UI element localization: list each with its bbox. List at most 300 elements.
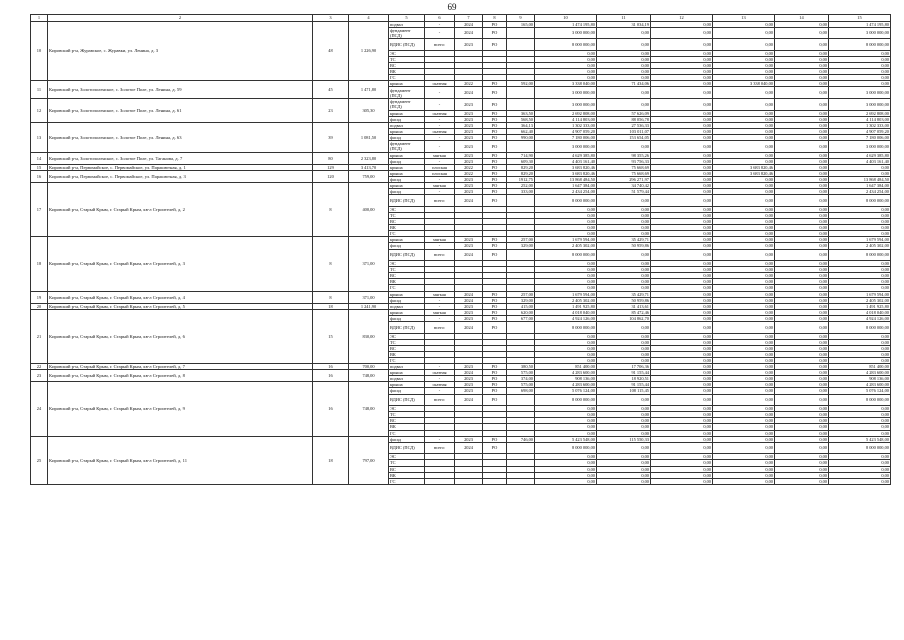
header-cell: 8 [483, 15, 507, 22]
data-cell: 908 136,00 [535, 376, 597, 382]
data-cell: 3 000 000,00 [535, 141, 597, 153]
data-cell: 0,00 [713, 212, 775, 218]
data-cell: 0,00 [651, 152, 713, 158]
data-cell: 0,00 [775, 116, 829, 122]
data-cell: 98 355,26 [597, 152, 651, 158]
data-cell: РО [483, 297, 507, 303]
data-cell: 0,00 [713, 249, 775, 261]
data-cell: 0,00 [651, 358, 713, 364]
data-cell: 1912,75 [507, 176, 535, 182]
data-cell: РО [483, 382, 507, 388]
data-cell: 7 180 006,00 [829, 134, 891, 140]
data-cell: 57 626,09 [597, 110, 651, 116]
data-cell: - [425, 141, 455, 153]
data-cell: подвал [389, 364, 425, 370]
data-cell: - [425, 176, 455, 182]
data-cell: 0,00 [651, 98, 713, 110]
data-cell: 908 136,00 [829, 376, 891, 382]
data-cell: 0,00 [651, 50, 713, 56]
data-cell: ГС [389, 285, 425, 291]
data-cell: ГС [389, 231, 425, 237]
column-4-cell: 305,30 [349, 98, 389, 122]
data-cell: 3 338 040,00 [713, 81, 775, 87]
data-cell: - [425, 98, 455, 110]
data-cell: 0,00 [535, 225, 597, 231]
data-cell: 0,00 [651, 279, 713, 285]
data-cell: 2023 [455, 39, 483, 51]
data-cell: 0,00 [775, 195, 829, 207]
data-cell: 0,00 [597, 75, 651, 81]
data-cell: 8 000 000,00 [535, 394, 597, 406]
data-cell: 0,00 [829, 261, 891, 267]
data-cell: 0,00 [775, 98, 829, 110]
data-cell: 0,00 [775, 249, 829, 261]
data-cell: 4 907 059,20 [535, 128, 597, 134]
data-cell: ТС [389, 56, 425, 62]
data-cell: 71 434,06 [597, 81, 651, 87]
column-3-cell: 120 [313, 170, 349, 182]
data-cell: крыша [389, 110, 425, 116]
data-cell: 0,00 [713, 195, 775, 207]
row-number-cell: 10 [31, 21, 48, 81]
data-cell: 0,00 [535, 351, 597, 357]
data-cell: РО [483, 291, 507, 297]
data-cell: 2 434 254,00 [535, 189, 597, 195]
data-cell: 0,00 [597, 285, 651, 291]
data-cell: - [425, 376, 455, 382]
data-cell: 575,00 [507, 370, 535, 376]
row-number-cell: 23 [31, 370, 48, 382]
address-cell: Кировский р-н, Старый Крым, г. Старый Крым, кв-л Строителей, д. 2 [48, 183, 313, 237]
data-cell: ЭС [389, 50, 425, 56]
data-cell: 2022 [455, 81, 483, 87]
data-cell: 0,00 [713, 454, 775, 460]
data-cell: 746,00 [507, 436, 535, 442]
data-cell: мягкая [425, 183, 455, 189]
data-cell: 0,00 [597, 345, 651, 351]
data-cell: 0,00 [775, 206, 829, 212]
data-cell: 93 756,33 [597, 158, 651, 164]
data-cell: 0,00 [829, 273, 891, 279]
data-cell: 0,00 [651, 436, 713, 442]
data-cell: РО [483, 237, 507, 243]
data-cell: 0,00 [713, 243, 775, 249]
data-cell: 0,00 [829, 267, 891, 273]
data-cell: 2023 [455, 176, 483, 182]
row-number-cell: 24 [31, 382, 48, 436]
data-cell: крыша [389, 128, 425, 134]
data-cell: 2024 [455, 21, 483, 27]
data-cell: 0,00 [713, 183, 775, 189]
data-cell: ВК [389, 351, 425, 357]
data-cell: 0,00 [535, 454, 597, 460]
data-cell: 0,00 [775, 212, 829, 218]
data-cell: 3 338 040,00 [535, 81, 597, 87]
data-cell: 0,00 [829, 418, 891, 424]
address-cell: Кировский р-н, Первомайское, с. Первомайское, ул. Парашютная, д. 3 [48, 170, 313, 182]
row-number-cell: 15 [31, 164, 48, 170]
data-cell: РО [483, 195, 507, 207]
data-cell: 0,00 [651, 176, 713, 182]
data-cell: 0,00 [713, 370, 775, 376]
data-cell: ВС [389, 418, 425, 424]
data-cell: 0,00 [775, 442, 829, 454]
data-cell: 0,00 [651, 406, 713, 412]
data-cell: 0,00 [535, 339, 597, 345]
row-number-cell: 20 [31, 303, 48, 309]
data-cell: 0,00 [713, 424, 775, 430]
data-cell: 0,00 [713, 436, 775, 442]
data-cell: РО [483, 152, 507, 158]
column-4-cell: 3 413,70 [349, 164, 389, 170]
data-cell: 2023 [455, 388, 483, 394]
data-cell: 0,00 [775, 176, 829, 182]
data-cell: ВК [389, 225, 425, 231]
column-3-cell: 18 [313, 436, 349, 484]
data-cell: РО [483, 309, 507, 315]
data-cell: 2024 [455, 297, 483, 303]
header-cell: 9 [507, 15, 535, 22]
data-cell: 0,00 [775, 406, 829, 412]
data-cell: 0,00 [597, 273, 651, 279]
data-cell: 0,00 [713, 358, 775, 364]
data-cell: 35 429,71 [597, 237, 651, 243]
data-cell [507, 249, 535, 261]
data-cell: 0,00 [651, 158, 713, 164]
data-cell: 0,00 [775, 128, 829, 134]
data-cell: 4 907 059,20 [829, 128, 891, 134]
data-cell: 0,00 [651, 418, 713, 424]
data-cell: 0,00 [597, 279, 651, 285]
column-4-cell: 1 471,80 [349, 81, 389, 99]
data-cell: фасад [389, 189, 425, 195]
data-cell: 0,00 [775, 424, 829, 430]
data-cell: 0,00 [651, 424, 713, 430]
data-cell: 0,00 [713, 394, 775, 406]
data-cell: всего: [425, 442, 455, 454]
data-cell: 3 000 000,00 [829, 141, 891, 153]
data-cell: 5 076 124,00 [535, 388, 597, 394]
data-cell [507, 322, 535, 334]
data-cell: РО [483, 141, 507, 153]
data-cell: 0,00 [535, 267, 597, 273]
data-cell: 0,00 [775, 460, 829, 466]
data-cell: 1 647 384,00 [535, 183, 597, 189]
column-3-cell: 8 [313, 183, 349, 237]
data-cell: 0,00 [775, 364, 829, 370]
data-cell: 0,00 [651, 122, 713, 128]
header-cell: 14 [775, 15, 829, 22]
data-cell: 0,00 [829, 170, 891, 176]
data-cell: подвал [389, 303, 425, 309]
data-cell: 0,00 [713, 50, 775, 56]
data-cell: фасад [389, 436, 425, 442]
data-cell: 5 423 548,00 [535, 436, 597, 442]
data-cell: 0,00 [775, 370, 829, 376]
data-cell: 0,00 [713, 267, 775, 273]
data-cell: скатная [425, 110, 455, 116]
data-cell: 0,00 [597, 412, 651, 418]
data-cell: плоская [425, 164, 455, 170]
data-cell: 0,00 [651, 303, 713, 309]
column-3-cell: 16 [313, 364, 349, 370]
data-cell: 0,00 [597, 98, 651, 110]
header-cell: 1 [31, 15, 48, 22]
data-cell: 4 403 161,40 [535, 158, 597, 164]
data-cell: 0,00 [713, 231, 775, 237]
data-cell: 0,00 [651, 69, 713, 75]
data-cell: 0,00 [651, 170, 713, 176]
data-cell: 13 868 484,50 [829, 176, 891, 182]
data-cell: 257,00 [507, 237, 535, 243]
data-cell: 0,00 [713, 285, 775, 291]
data-cell: 0,00 [651, 267, 713, 273]
data-cell: 0,00 [535, 460, 597, 466]
address-cell: Кировский р-н, Золотополенское, с. Золотое Поле, ул. Ленина, д. 63 [48, 122, 313, 152]
data-cell: РО [483, 81, 507, 87]
data-cell: 0,00 [775, 291, 829, 297]
data-cell: 0,00 [597, 478, 651, 484]
data-cell: 0,00 [775, 69, 829, 75]
data-cell: 0,00 [713, 176, 775, 182]
data-cell: 2 405 302,00 [829, 297, 891, 303]
data-cell: РО [483, 176, 507, 182]
data-cell: 0,00 [713, 388, 775, 394]
column-4-cell: 797,00 [349, 436, 389, 484]
data-cell: 0,00 [535, 273, 597, 279]
data-cell: 0,00 [775, 472, 829, 478]
data-cell: 0,00 [535, 412, 597, 418]
data-cell: фундамент (ПСД) [389, 27, 425, 39]
data-cell [507, 195, 535, 207]
data-cell: 0,00 [775, 279, 829, 285]
data-cell: 0,00 [713, 478, 775, 484]
data-cell: 0,00 [651, 430, 713, 436]
data-cell: 0,00 [651, 116, 713, 122]
column-3-cell: 15 [313, 309, 349, 363]
data-cell: 0,00 [829, 56, 891, 62]
data-cell: 0,00 [651, 231, 713, 237]
data-cell: РО [483, 27, 507, 39]
data-cell: 609,30 [507, 158, 535, 164]
data-cell: 0,00 [651, 62, 713, 68]
data-cell: 0,00 [713, 62, 775, 68]
data-cell: 0,00 [713, 134, 775, 140]
data-cell: крыша [389, 183, 425, 189]
data-cell: ТС [389, 339, 425, 345]
data-cell: 0,00 [829, 164, 891, 170]
data-cell: фундамент (ПСД) [389, 87, 425, 99]
data-cell: 0,00 [713, 442, 775, 454]
data-cell: 0,00 [535, 345, 597, 351]
data-cell [507, 87, 535, 99]
page-number: 69 [447, 2, 457, 12]
data-cell: - [425, 122, 455, 128]
column-4-cell: 830,00 [349, 309, 389, 363]
data-cell: 8 000 000,00 [535, 322, 597, 334]
data-cell: ВДИС (ПСД) [389, 249, 425, 261]
data-cell: 0,00 [775, 454, 829, 460]
address-cell: Кировский р-н, Старый Крым, г. Старый Крым, кв-л Строителей, д. 7 [48, 364, 313, 370]
data-cell: 0,00 [597, 466, 651, 472]
data-cell: РО [483, 170, 507, 176]
data-cell: 0,00 [713, 69, 775, 75]
data-cell: 0,00 [829, 424, 891, 430]
data-cell: 1 679 594,00 [829, 291, 891, 297]
data-cell: 0,00 [651, 466, 713, 472]
data-cell: 0,00 [651, 285, 713, 291]
address-cell: Кировский р-н, Золотополенское, с. Золотое Поле, ул. Ленина, д. 59 [48, 81, 313, 99]
data-cell: 153 654,05 [597, 134, 651, 140]
data-cell: 0,00 [713, 297, 775, 303]
data-cell: 0,00 [775, 430, 829, 436]
data-cell: 0,00 [775, 436, 829, 442]
data-cell: 0,00 [829, 285, 891, 291]
column-4-cell: 1 241,90 [349, 303, 389, 309]
data-cell: 3 000 000,00 [535, 98, 597, 110]
address-cell: Кировский р-н, Первомайское, с. Первомайское, ул. Парашютная, д. 1 [48, 164, 313, 170]
data-cell: 2023 [455, 128, 483, 134]
data-cell: 0,00 [829, 454, 891, 460]
header-cell: 13 [713, 15, 775, 22]
data-cell: ВДИС (ПСД) [389, 394, 425, 406]
data-cell: 0,00 [775, 358, 829, 364]
data-cell: подвал [389, 376, 425, 382]
data-cell: 714,90 [507, 152, 535, 158]
data-cell: 0,00 [651, 21, 713, 27]
data-cell: 0,00 [535, 69, 597, 75]
row-number-cell: 12 [31, 98, 48, 122]
data-cell: 85 472,46 [597, 309, 651, 315]
data-cell: 0,00 [775, 303, 829, 309]
data-cell: 0,00 [713, 303, 775, 309]
data-cell: РО [483, 388, 507, 394]
data-cell: 0,00 [713, 418, 775, 424]
data-cell: 0,00 [829, 430, 891, 436]
data-cell: 0,00 [651, 183, 713, 189]
data-cell: мягкая [425, 309, 455, 315]
data-cell: 0,00 [713, 472, 775, 478]
address-cell: Кировский р-н, Золотополенское, с. Золотое Поле, ул. Ленина, д. 61 [48, 98, 313, 122]
data-cell: 0,00 [535, 62, 597, 68]
data-cell: 0,00 [597, 460, 651, 466]
data-cell: 2023 [455, 183, 483, 189]
data-cell: 103 011,07 [597, 128, 651, 134]
data-cell: 380,50 [507, 364, 535, 370]
data-cell: 0,00 [651, 315, 713, 321]
data-cell: РО [483, 243, 507, 249]
data-cell: РО [483, 376, 507, 382]
data-cell: ВК [389, 424, 425, 430]
data-cell: 0,00 [775, 87, 829, 99]
data-cell: 0,00 [651, 388, 713, 394]
data-cell: 0,00 [651, 27, 713, 39]
data-cell: 1 491 925,80 [535, 303, 597, 309]
data-cell: 0,00 [535, 75, 597, 81]
data-cell: 0,00 [713, 279, 775, 285]
data-cell: 2023 [455, 243, 483, 249]
column-4-cell: 1 226,90 [349, 21, 389, 81]
data-cell: - [425, 116, 455, 122]
data-cell: 698,00 [507, 388, 535, 394]
header-cell: 7 [455, 15, 483, 22]
data-cell: РО [483, 110, 507, 116]
data-cell: 0,00 [713, 122, 775, 128]
column-4-cell: 1 081,50 [349, 122, 389, 152]
data-cell: 0,00 [651, 56, 713, 62]
data-cell: РО [483, 315, 507, 321]
data-cell: 0,00 [597, 27, 651, 39]
data-cell: ВК [389, 472, 425, 478]
data-cell: 0,00 [535, 418, 597, 424]
data-cell: 0,00 [713, 21, 775, 27]
data-cell: 0,00 [775, 158, 829, 164]
data-cell: РО [483, 158, 507, 164]
data-cell: 0,00 [775, 351, 829, 357]
table-body [31, 15, 891, 485]
data-cell: 75 668,69 [597, 164, 651, 170]
data-cell: 4 018 040,00 [829, 309, 891, 315]
data-cell: ГС [389, 430, 425, 436]
data-cell: крыша [389, 164, 425, 170]
data-cell: 2023 [455, 436, 483, 442]
data-cell: 0,00 [651, 273, 713, 279]
data-cell: 0,00 [713, 110, 775, 116]
data-cell: 0,00 [713, 412, 775, 418]
data-cell: 0,00 [775, 418, 829, 424]
data-cell: 31 413,61 [597, 303, 651, 309]
data-cell: 0,00 [713, 315, 775, 321]
data-cell: - [425, 21, 455, 27]
data-cell: ТС [389, 267, 425, 273]
data-cell: 0,00 [651, 297, 713, 303]
data-cell: 0,00 [651, 454, 713, 460]
column-4-cell: 748,00 [349, 370, 389, 382]
header-cell: 12 [651, 15, 713, 22]
column-4-cell: 759,00 [349, 170, 389, 182]
data-cell: 0,00 [775, 75, 829, 81]
data-cell: 4 114 803,00 [535, 116, 597, 122]
row-number-cell: 14 [31, 152, 48, 164]
data-cell: ВК [389, 279, 425, 285]
column-3-cell: 16 [313, 382, 349, 436]
data-cell: 0,00 [597, 267, 651, 273]
data-cell: 0,00 [829, 345, 891, 351]
data-cell: 0,00 [535, 333, 597, 339]
data-cell: 0,00 [775, 56, 829, 62]
data-cell: ЭС [389, 206, 425, 212]
data-cell: 0,00 [775, 243, 829, 249]
data-cell: 0,00 [535, 478, 597, 484]
data-cell: 2023 [455, 382, 483, 388]
data-cell: - [425, 158, 455, 164]
header-cell: 3 [313, 15, 349, 22]
data-cell: 0,00 [535, 206, 597, 212]
data-cell: 0,00 [597, 322, 651, 334]
data-cell: 0,00 [829, 358, 891, 364]
data-cell: 91 155,44 [597, 382, 651, 388]
data-cell: 0,00 [713, 291, 775, 297]
data-cell: 0,00 [651, 212, 713, 218]
data-cell: 0,00 [829, 460, 891, 466]
header-cell: 4 [349, 15, 389, 22]
data-cell: фасад [389, 388, 425, 394]
data-cell: 0,00 [597, 62, 651, 68]
data-cell: РО [483, 364, 507, 370]
data-cell: 0,00 [651, 261, 713, 267]
data-cell: 4 924 126,00 [829, 315, 891, 321]
data-cell: 4 403 161,40 [829, 158, 891, 164]
